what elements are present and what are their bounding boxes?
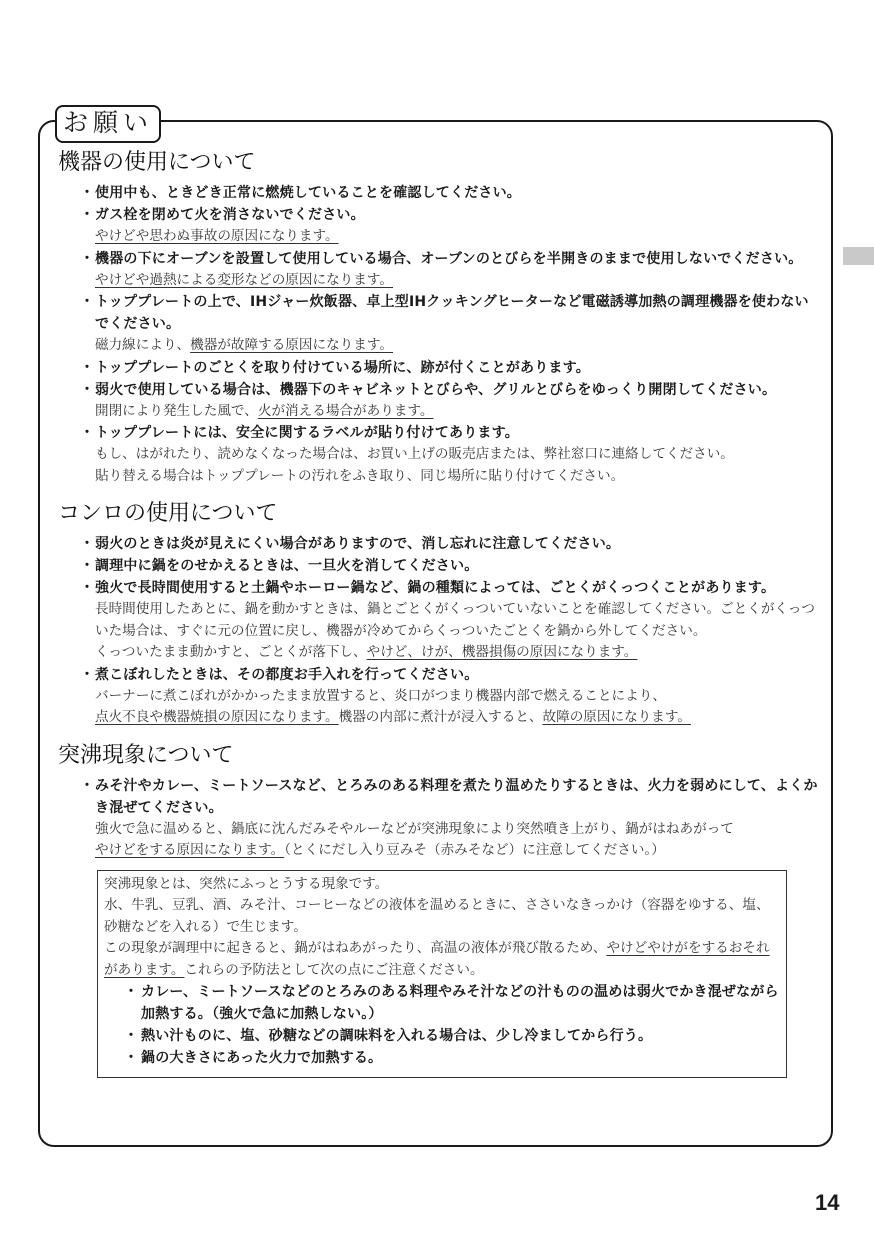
bullet-icon: ・ — [80, 381, 94, 398]
bullet-icon: ・ — [80, 558, 94, 574]
item-note: 長時間使用したあとに、鍋を動かすときは、鍋とごとくがくっついていないことを確認してください。ごとくがくっついた場合は、すぐに元の位置に戻し、機器が冷めてからくっついたごとくを鍋から外してください。 — [95, 601, 815, 639]
list-item — [58, 182, 822, 204]
list-item — [58, 555, 822, 577]
item-text: トッププレートの上で、IHジャー炊飯器、卓上型IHクッキングヒーターなど電磁誘導加熱の調理機器を使わないでください。 — [95, 294, 809, 332]
bullet-icon: ・ — [80, 777, 94, 794]
list-item — [58, 577, 822, 664]
box-text: これらの予防法として次の点にご注意ください。 — [184, 961, 484, 978]
bullet-icon: ・ — [80, 207, 94, 223]
item-warning: 機器が故障する原因になります。 — [190, 337, 393, 353]
box-text: 突沸現象とは、突然にふっとうする現象です。 — [104, 875, 389, 892]
item-warning: 点火不良や機器焼損の原因になります。 — [95, 709, 339, 725]
item-warning: やけどや思わぬ事故の原因になります。 — [95, 228, 339, 244]
bullet-icon: ・ — [80, 536, 94, 552]
item-note: 強火で急に温めると、鍋底に沈んだみそやルーなどが突沸現象により突然噴き上がり、鍋がはねあがって — [95, 820, 734, 837]
item-warning: やけどをする原因になります。 — [95, 842, 285, 858]
section-title: 機器の使用について — [58, 150, 256, 175]
section-title: 突沸現象について — [58, 742, 234, 768]
item-text: 煮こぼれしたときは、その都度お手入れを行ってください。 — [95, 666, 479, 683]
box-bullet-text: 熱い汁ものに、塩、砂糖などの調味料を入れる場合は、少し冷ましてから行う。 — [141, 1028, 653, 1044]
list-item — [58, 204, 822, 248]
box-list-item — [104, 1047, 780, 1069]
bullet-icon: ・ — [124, 1028, 138, 1044]
item-note: 開閉により発生した風で、 — [95, 402, 258, 419]
item-text: トッププレートのごとくを取り付けている場所に、跡が付くことがあります。 — [95, 359, 590, 376]
section-bumping — [58, 739, 822, 1079]
section-title: コンロの使用について — [58, 501, 278, 526]
item-text: 使用中も、ときどき正常に燃焼していることを確認してください。 — [95, 185, 521, 201]
list-item — [58, 379, 822, 423]
bullet-icon: ・ — [80, 580, 94, 596]
page-number: 14 — [815, 1190, 840, 1215]
item-warning: やけどや過熱による変形などの原因になります。 — [95, 271, 393, 288]
item-text: トッププレートには、安全に関するラベルが貼り付けてあります。 — [95, 425, 519, 441]
box-warning: やけどやけがをするおそれがあります。 — [104, 940, 770, 978]
list-item — [58, 533, 822, 555]
item-note: 機器の内部に煮汁が浸入すると、 — [338, 709, 543, 725]
bullet-icon: ・ — [80, 666, 94, 683]
item-warning: やけど、けが、機器損傷の原因になります。 — [366, 644, 638, 660]
item-note: 貼り替える場合はトッププレートの汚れをふき取り、同じ場所に貼り付けてください。 — [95, 467, 625, 484]
notice-badge: お願い — [55, 105, 161, 143]
item-note: 磁力線により、 — [95, 337, 191, 353]
list-item — [58, 664, 822, 729]
item-text: みそ汁やカレー、ミートソースなど、とろみのある料理を煮たり温めたりするときは、火力を弱めにして、よくかき混ぜてください。 — [95, 777, 818, 816]
list-item — [58, 422, 822, 487]
item-warning: 火が消える場合があります。 — [257, 402, 434, 419]
box-text: 水、牛乳、豆乳、酒、みそ汁、コーヒーなどの液体を温めるときに、ささいなきっかけ（容器をゆする、塩、砂糖などを入れる）で生じます。 — [104, 897, 770, 935]
bullet-icon: ・ — [124, 984, 138, 1000]
item-text: 機器の下にオーブンを設置して使用している場合、オーブンのとびらを半開きのままで使用しないでください。 — [95, 250, 803, 267]
item-text: 強火で長時間使用すると土鍋やホーロー鍋など、鍋の種類によっては、ごとくがくっつくことがあります。 — [95, 580, 776, 596]
item-note: （とくにだし入り豆みそ（赤みそなど）に注意してください。） — [284, 842, 665, 858]
box-bullet-text: 鍋の大きさにあった火力で加熱する。 — [141, 1050, 383, 1066]
section-appliance-use — [58, 146, 822, 487]
item-note: もし、はがれたり、読めなくなった場合は、お買い上げの販売店または、弊社窓口に連絡してください。 — [95, 446, 734, 462]
box-list-item — [104, 1025, 780, 1047]
item-text: 調理中に鍋をのせかえるときは、一旦火を消してください。 — [95, 558, 479, 574]
item-text: 弱火のときは炎が見えにくい場合がありますので、消し忘れに注意してください。 — [95, 536, 621, 552]
bullet-icon: ・ — [80, 425, 94, 441]
bullet-icon: ・ — [80, 250, 94, 267]
box-list-item — [104, 981, 780, 1025]
bullet-icon: ・ — [80, 359, 94, 376]
item-text: 弱火で使用している場合は、機器下のキャビネットとびらや、グリルとびらをゆっくり開閉してください。 — [95, 381, 777, 398]
item-note: くっついたまま動かすと、ごとくが落下し、 — [95, 644, 367, 660]
bullet-icon: ・ — [124, 1050, 138, 1066]
item-text: ガス栓を閉めて火を消さないでください。 — [95, 207, 365, 223]
item-warning: 故障の原因になります。 — [542, 709, 691, 725]
list-item — [58, 291, 822, 357]
bumping-info-box — [97, 870, 787, 1079]
list-item — [58, 775, 822, 862]
box-bullet-text: カレー、ミートソースなどのとろみのある料理やみそ汁などの汁ものの温めは弱火でかき混ぜながら加熱する。（強火で急に加熱しない。） — [141, 984, 779, 1022]
item-note: バーナーに煮こぼれがかかったまま放置すると、炎口がつまり機器内部で燃えることにより、 — [95, 687, 666, 704]
bullet-icon: ・ — [80, 294, 94, 310]
list-item — [58, 248, 822, 292]
box-text: この現象が調理中に起きると、鍋がはねあがったり、高温の液体が飛び散るため、 — [104, 940, 607, 956]
section-stove-use — [58, 497, 822, 729]
list-item — [58, 357, 822, 379]
bullet-icon: ・ — [80, 185, 94, 201]
page-index-tab — [843, 247, 874, 265]
notice-content — [58, 140, 822, 1088]
